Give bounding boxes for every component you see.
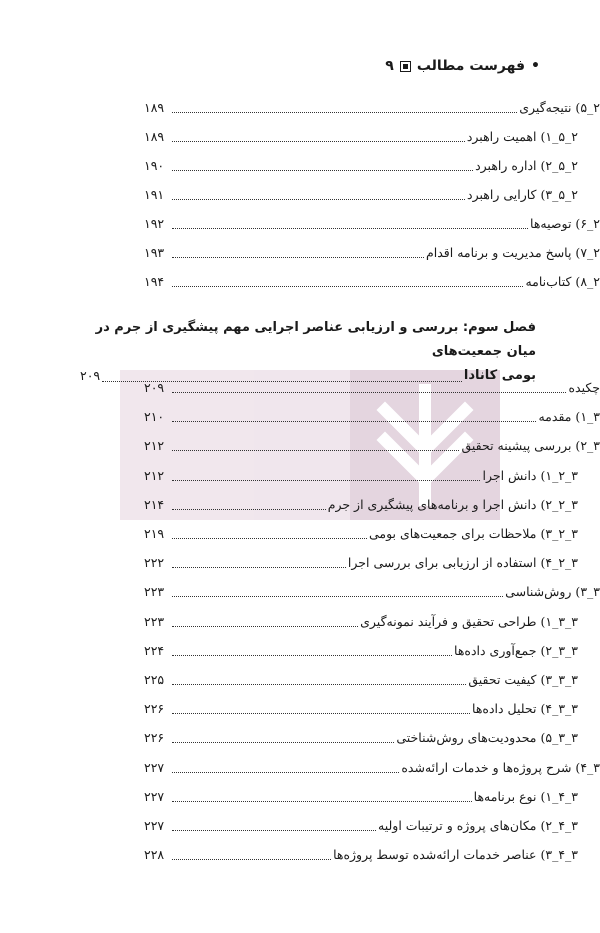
toc-entry-title: ۲_۶) توصیه‌ها: [530, 216, 600, 231]
toc-entry-title: ۲_۵_۱) اهمیت راهبرد: [466, 129, 578, 144]
toc-entry-page: ۲۲۶: [144, 701, 165, 717]
toc-entry-title: ۳_۲_۱) دانش اجرا: [482, 467, 578, 483]
leader-dots: [172, 449, 459, 451]
toc-entry-page: ۱۹۱: [144, 187, 165, 202]
toc-entry-title: ۲_۵_۳) کارایی راهبرد: [467, 187, 578, 202]
toc-entry-title: ۳_۳_۲) جمع‌آوری داده‌ها: [454, 642, 578, 658]
toc-entry-title: ۳_۴_۲) مکان‌های پروژه و ترتیبات اولیه: [378, 818, 578, 833]
toc-entry-page: ۲۲۷: [144, 759, 165, 775]
toc-entry[interactable]: [144, 156, 600, 176]
toc-entry[interactable]: [144, 553, 600, 573]
toc-entry[interactable]: [144, 816, 600, 836]
toc-entry-page: ۲۲۷: [144, 788, 165, 804]
toc-entry-title: ۳_۴_۱) نوع برنامه‌ها: [473, 788, 578, 804]
toc-entry[interactable]: [144, 758, 600, 778]
toc-entry-title: ۳_۳_۱) طراحی تحقیق و فرآیند نمونه‌گیری: [360, 613, 578, 629]
toc-entry-page: ۱۹۴: [144, 274, 165, 289]
toc-entry-page: ۲۲۲: [144, 555, 165, 571]
leader-dots: [172, 800, 472, 802]
leader-dots: [172, 683, 466, 685]
running-head-bullet: •: [531, 58, 540, 74]
toc-entry[interactable]: [144, 436, 600, 456]
toc-entry-title: ۳_۲_۴) استفاده از ارزیابی برای بررسی اجرا: [347, 555, 578, 571]
leader-dots: [172, 771, 399, 773]
toc-entry-page: ۱۹۳: [144, 245, 165, 260]
toc-entry-page: ۲۱۰: [144, 409, 165, 425]
leader-dots: [172, 420, 536, 422]
toc-entry[interactable]: [144, 699, 600, 719]
toc-entry-title: ۳_۴) شرح پروژه‌ها و خدمات ارائه‌شده: [401, 759, 600, 775]
toc-entry-page: ۱۸۹: [144, 100, 165, 115]
toc-entry-title: ۳_۳_۳) کیفیت تحقیق: [468, 672, 578, 687]
toc-entry-title: ۲_۵_۲) اداره راهبرد: [475, 158, 578, 173]
leader-dots: [172, 479, 480, 481]
toc-entry-page: ۲۲۳: [144, 584, 165, 600]
toc-entry[interactable]: [144, 214, 600, 234]
toc-entry[interactable]: [144, 407, 600, 427]
toc-entry[interactable]: [144, 845, 600, 865]
toc-entry-page: ۲۲۶: [144, 730, 165, 746]
toc-entry-title: ۳_۴_۳) عناصر خدمات ارائه‌شده توسط پروژه‌ها: [333, 847, 578, 863]
toc-entry-page: ۱۹۲: [144, 216, 165, 231]
toc-entry-page: ۲۱۲: [144, 438, 165, 454]
toc-entry-title: ۳_۳) روش‌شناسی: [505, 584, 600, 600]
chapter-title-line2: بومی کانادا: [463, 368, 536, 383]
toc-entry[interactable]: [144, 670, 600, 690]
running-head-title: فهرست مطالب: [416, 58, 526, 74]
toc-entry-page: ۲۲۳: [144, 613, 165, 629]
leader-dots: [172, 169, 473, 171]
toc-entry-page: ۲۲۴: [144, 642, 165, 658]
toc-entry-title: ۳_۳_۴) تحلیل داده‌ها: [472, 701, 578, 717]
toc-entry[interactable]: [144, 98, 600, 118]
square-bullet-icon: [400, 61, 411, 72]
toc-entry[interactable]: [144, 524, 600, 544]
toc-entry-title: ۳_۱) مقدمه: [538, 409, 600, 425]
leader-dots: [172, 829, 376, 831]
toc-entry-page: ۱۸۹: [144, 129, 165, 144]
leader-dots: [172, 566, 346, 568]
toc-entry-page: ۲۲۵: [144, 672, 165, 687]
toc-entry-title: ۲_۸) کتاب‌نامه: [525, 274, 600, 289]
toc-entry-title: ۳_۲_۳) ملاحظات برای جمعیت‌های بومی: [368, 526, 578, 541]
toc-entry[interactable]: [144, 787, 600, 807]
leader-dots: [172, 508, 326, 510]
toc-entry-page: ۲۰۹: [144, 380, 165, 395]
toc-entry-page: ۲۲۷: [144, 818, 165, 833]
leader-dots: [172, 391, 566, 393]
toc-entry-title: چکیده: [568, 380, 600, 395]
toc-entry[interactable]: [144, 641, 600, 661]
leader-dots: [172, 741, 394, 743]
toc-entry[interactable]: [144, 272, 600, 292]
toc-entry-title: ۳_۳_۵) محدودیت‌های روش‌شناختی: [396, 730, 578, 746]
toc-entry-page: ۱۹۰: [144, 158, 165, 173]
toc-entry[interactable]: [144, 466, 600, 486]
toc-entry[interactable]: [144, 495, 600, 515]
chapter-page: ۲۰۹: [80, 368, 101, 383]
toc-entry-title: ۲_۵) نتیجه‌گیری: [519, 100, 600, 115]
leader-dots: [172, 285, 523, 287]
running-head-page: ۹: [385, 58, 394, 74]
leader-dots: [172, 140, 465, 142]
leader-dots: [172, 625, 358, 627]
toc-entry-page: ۲۱۴: [144, 496, 165, 512]
leader-dots: [172, 858, 331, 860]
leader-dots: [172, 595, 503, 597]
toc-entry-page: ۲۱۲: [144, 467, 165, 483]
toc-entry[interactable]: [144, 185, 600, 205]
toc-entry-title: ۳_۲_۲) دانش اجرا و برنامه‌های پیشگیری از جرم: [327, 496, 578, 512]
leader-dots: [172, 537, 367, 539]
leader-dots: [172, 198, 465, 200]
toc-entry[interactable]: [144, 582, 600, 602]
chapter-title-line1: فصل سوم: بررسی و ارزیابی عناصر اجرایی مهم پیشگیری از جرم در میان جمعیت‌های: [95, 320, 536, 359]
leader-dots: [172, 654, 452, 656]
toc-entry[interactable]: [144, 127, 600, 147]
toc-entry[interactable]: [144, 243, 600, 263]
leader-dots: [172, 256, 424, 258]
toc-entry-page: ۲۲۸: [144, 847, 165, 863]
leader-dots: [172, 712, 470, 714]
toc-entry-title: ۳_۲) بررسی پیشینه تحقیق: [461, 438, 600, 454]
toc-entry[interactable]: [144, 612, 600, 632]
leader-dots: [172, 227, 528, 229]
toc-entry-page: ۲۱۹: [144, 526, 165, 541]
leader-dots: [172, 111, 517, 113]
toc-entry[interactable]: [144, 378, 600, 398]
toc-entry-title: ۲_۷) پاسخ مدیریت و برنامه اقدام: [426, 245, 600, 260]
toc-entry[interactable]: [144, 728, 600, 748]
running-head: [385, 58, 540, 74]
